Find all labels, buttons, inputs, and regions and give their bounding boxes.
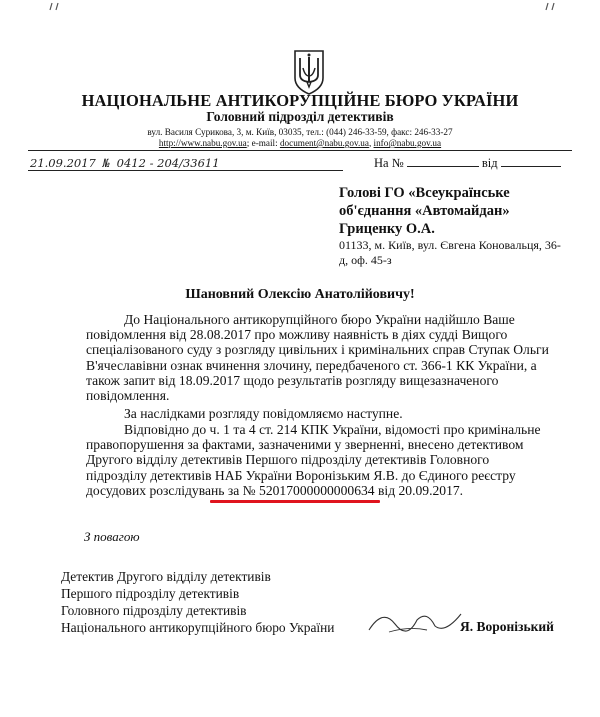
email-document-link[interactable]: document@nabu.gov.ua [279,138,369,148]
addressee-block [339,184,569,268]
paragraph-2 [86,406,570,421]
registration-number: 0412 - 204/33611 [116,156,220,170]
contacts-web-email: http://www.nabu.gov.ua; e-mail: document@nabu.gov.ua, info@nabu.gov.ua [158,138,442,148]
paragraph-1-line-4: В'ячеславівни ознак вчинення злочину, передбаченого ст. 366-1 КК України, а [86,357,537,373]
paragraph-1-line-5: також запит від 18.09.2017 щодо результатів розгляду вищезазначеного [86,372,499,388]
addressee-address-2: д, оф. 45-з [339,253,392,267]
reply-number-blank [407,166,479,167]
reply-from-label: від [481,156,498,170]
addressee-line-1: Голові ГО «Всеукраїнське [339,185,510,201]
paragraph-1-line-3: спеціалізованого суду з розгляду цивільних і кримінальних справ Ступак Ольги [86,342,549,358]
signatory-name: Я. Воронізький [460,619,554,634]
reply-date-blank [501,166,561,167]
signature-line-3: Головного підрозділу детективів [61,603,247,618]
contacts-block [0,127,600,149]
email-label: ; e-mail: [246,138,280,148]
trident-coat-of-arms-icon [292,48,326,96]
addressee-address-1: 01133, м. Київ, вул. Євгена Коновальця, 36- [339,238,561,252]
paragraph-3-line-5-start: досудових розслідувань [86,482,228,498]
paragraph-2-text: За наслідками розгляду повідомляємо наступне. [124,406,403,421]
organization-name: НАЦІОНАЛЬНЕ АНТИКОРУПЦІЙНЕ БЮРО УКРАЇНИ [81,91,519,110]
paragraph-1 [86,312,570,403]
registration-underline [28,170,343,171]
registry-number: за № 52017000000000634 [227,482,375,498]
scan-marks [0,0,600,30]
website-link[interactable]: http://www.nabu.gov.ua [158,138,247,148]
paragraph-1-line-2: повідомлення від 28.08.2017 про можливу наявність в діях судді Вищого [86,327,508,343]
addressee-name: Гриценку О.А. [339,221,435,237]
paragraph-3-line-5 [86,483,570,498]
registration-no-label: № [102,156,110,170]
paragraph-3-line-3: Другого відділу детективів Першого підрозділу детективів Головного [86,452,490,468]
closing-phrase: З повагою [84,529,140,544]
signature-line-1: Детектив Другого відділу детективів [61,569,271,584]
reply-no-label: На № [374,156,404,170]
registration-date: 21.09.2017 [30,156,96,170]
signature-line-4: Національного антикорупційного бюро України [61,620,335,635]
paragraph-3-line-4: підрозділу детективів НАБ України Воронізьким Я.В. до Єдиного реєстру [86,467,516,483]
paragraph-3 [86,422,570,498]
addressee-line-2: об'єднання «Автомайдан» [339,203,510,219]
handwritten-signature-icon [365,600,465,640]
registry-number-highlight [210,500,380,503]
contacts-address-phone: вул. Василя Сурикова, 3, м. Київ, 03035, тел.: (044) 246-33-59, факс: 246-33-27 [147,127,453,137]
signature-position-block [61,568,334,636]
signature-line-2: Першого підрозділу детективів [61,586,240,601]
outgoing-registration [30,156,220,170]
paragraph-1-line-6: повідомлення. [86,388,170,404]
header-rule [28,150,572,151]
email-info-link[interactable]: info@nabu.gov.ua [373,138,442,148]
paragraph-1-line-1: До Національного антикорупційного бюро України надійшло Ваше [124,312,515,327]
paragraph-3-line-1: Відповідно до ч. 1 та 4 ст. 214 КПК України, відомості про кримінальне [124,422,541,437]
paragraph-3-line-2: правопорушення за фактами, зазначеними у зверненні, внесено детективом [86,437,524,453]
reply-reference [374,156,561,171]
greeting: Шановний Олексію Анатолійовичу! [185,287,415,302]
paragraph-3-line-5-end: від 20.09.2017. [374,482,464,498]
department-name: Головний підрозділ детективів [206,109,394,124]
